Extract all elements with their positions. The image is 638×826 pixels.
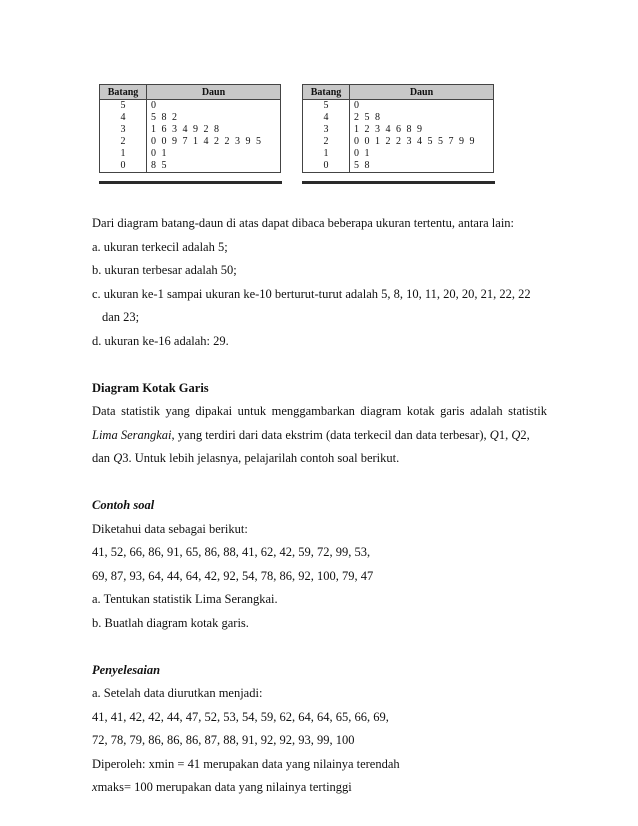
table-row <box>100 112 281 124</box>
table-left-bottom-bar <box>99 181 282 184</box>
table-row <box>303 112 494 124</box>
list-item-c-cont: dan 23; <box>102 310 140 324</box>
leaf-cell: 5 8 2 <box>147 112 281 124</box>
result-text: maks= 100 merupakan data yang nilainya tertinggi <box>97 780 352 794</box>
leaf-cell: 0 <box>350 100 494 113</box>
list-item-c: c. ukuran ke-1 sampai ukuran ke-10 berturut-turut adalah 5, 8, 10, 11, 20, 20, 21, 22, 22 <box>92 286 531 301</box>
stem-cell: 5 <box>303 100 350 113</box>
table-row <box>303 124 494 136</box>
table-row <box>100 136 281 148</box>
leaf-cell: 0 <box>147 100 281 113</box>
q-index: 1, <box>498 427 512 442</box>
paragraph-line <box>92 447 547 471</box>
table-header-row <box>100 85 281 100</box>
sorted-data-line: 41, 41, 42, 42, 44, 47, 52, 53, 54, 59, 62, 64, 64, 65, 66, 69, <box>92 709 389 724</box>
table-row <box>100 124 281 136</box>
stem-cell: 3 <box>303 124 350 136</box>
stem-cell: 4 <box>303 112 350 124</box>
list-item-a: a. ukuran terkecil adalah 5; <box>92 239 228 254</box>
paragraph-text: , yang terdiri dari data ekstrim (data terkecil dan data terbesar), <box>171 427 490 442</box>
list-item-b: b. ukuran terbesar adalah 50; <box>92 263 237 277</box>
table-row <box>303 136 494 148</box>
section-title: Diagram Kotak Garis <box>92 380 209 395</box>
solution-title: Penyelesaian <box>92 662 161 677</box>
example-title: Contoh soal <box>92 498 155 512</box>
table-row <box>100 100 281 113</box>
given-text: Diketahui data sebagai berikut: <box>92 521 248 536</box>
table-row <box>303 148 494 160</box>
data-line: 41, 52, 66, 86, 91, 65, 86, 88, 41, 62, 42, 59, 72, 99, 53, <box>92 545 371 559</box>
stem-cell: 2 <box>100 136 147 148</box>
stem-cell: 0 <box>100 160 147 173</box>
paragraph-line <box>92 424 547 448</box>
paragraph-line: Data statistik yang dipakai untuk menggambarkan diagram kotak garis adalah statistik <box>92 404 547 418</box>
header-leaf: Daun <box>350 85 494 100</box>
stem-cell: 5 <box>100 100 147 113</box>
document-body <box>92 212 547 800</box>
leaf-cell: 0 0 1 2 2 3 4 5 5 7 9 9 <box>350 136 494 148</box>
table-right-bottom-bar <box>302 181 495 184</box>
spacer <box>92 353 547 377</box>
leaf-cell: 0 1 <box>147 148 281 160</box>
x-symbol: x <box>92 780 98 794</box>
leaf-cell: 1 6 3 4 9 2 8 <box>147 124 281 136</box>
italic-term: Lima Serangkai <box>92 427 172 442</box>
table-row <box>100 160 281 173</box>
paragraph-text: dan <box>92 451 114 465</box>
sorted-data-line: 72, 78, 79, 86, 86, 86, 87, 88, 91, 92, 92, 93, 99, 100 <box>92 733 355 747</box>
table-row <box>303 100 494 113</box>
q-index: 2, <box>520 427 530 442</box>
list-item-d: d. ukuran ke-16 adalah: 29. <box>92 333 229 348</box>
spacer <box>92 471 547 495</box>
table-row <box>100 148 281 160</box>
result-xmaks <box>92 776 547 800</box>
stem-cell: 2 <box>303 136 350 148</box>
task-a: a. Tentukan statistik Lima Serangkai. <box>92 592 278 606</box>
stem-cell: 4 <box>100 112 147 124</box>
leaf-cell: 2 5 8 <box>350 112 494 124</box>
q-symbol: Q <box>511 427 521 442</box>
stem-cell: 1 <box>100 148 147 160</box>
leaf-cell: 1 2 3 4 6 8 9 <box>350 124 494 136</box>
header-leaf: Daun <box>147 85 281 100</box>
table-row <box>303 160 494 173</box>
leaf-cell: 8 5 <box>147 160 281 173</box>
q-symbol: Q <box>113 451 123 465</box>
header-stem: Batang <box>303 85 350 100</box>
intro-text: Dari diagram batang-daun di atas dapat dibaca beberapa ukuran tertentu, antara lain: <box>92 216 515 230</box>
leaf-cell: 5 8 <box>350 160 494 173</box>
spacer <box>92 635 547 659</box>
stem-leaf-table-right <box>302 84 494 173</box>
stem-cell: 3 <box>100 124 147 136</box>
solution-step-a: a. Setelah data diurutkan menjadi: <box>92 686 263 700</box>
data-line: 69, 87, 93, 64, 44, 64, 42, 92, 54, 78, 86, 92, 100, 79, 47 <box>92 568 374 583</box>
leaf-cell: 0 1 <box>350 148 494 160</box>
table-header-row <box>303 85 494 100</box>
stem-cell: 0 <box>303 160 350 173</box>
paragraph-text: 3. Untuk lebih jelasnya, pelajarilah contoh soal berikut. <box>122 451 400 465</box>
stem-cell: 1 <box>303 148 350 160</box>
task-b: b. Buatlah diagram kotak garis. <box>92 615 249 630</box>
q-symbol: Q <box>489 427 499 442</box>
header-stem: Batang <box>100 85 147 100</box>
leaf-cell: 0 0 9 7 1 4 2 2 3 9 5 <box>147 136 281 148</box>
result-xmin: Diperoleh: xmin = 41 merupakan data yang nilainya terendah <box>92 756 400 771</box>
stem-leaf-table-left <box>99 84 281 173</box>
